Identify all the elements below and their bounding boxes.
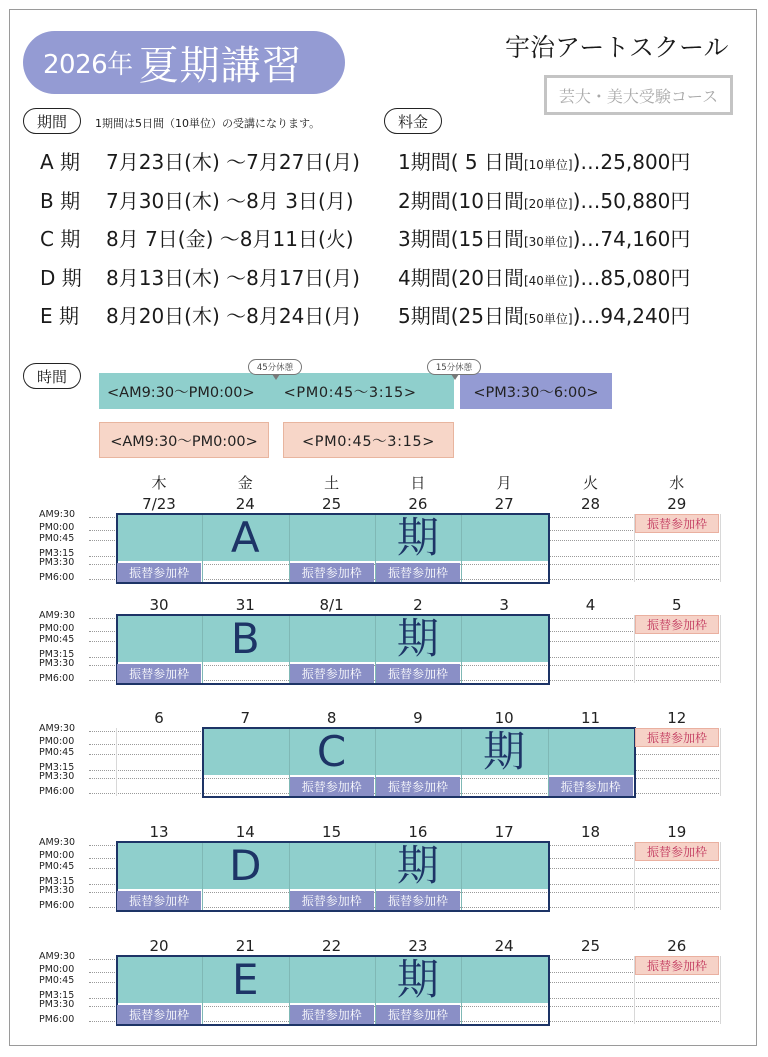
date-number: 13	[149, 823, 169, 841]
weekday-5: 火	[582, 474, 598, 492]
date-number: 22	[322, 937, 342, 955]
time-label: PM0:45	[39, 975, 75, 986]
course-box: 芸大・美大受験コース	[544, 75, 733, 115]
date-number: 12	[667, 709, 687, 727]
date-number: 6	[154, 709, 164, 727]
school-name: 宇治アートスクール	[505, 33, 729, 62]
date-number: 2	[413, 596, 423, 614]
makeup-slot-pink: 振替参加枠	[635, 842, 719, 861]
term-row	[40, 148, 360, 176]
time-label: PM6:00	[39, 572, 75, 583]
makeup-slot-pink: 振替参加枠	[635, 514, 719, 533]
time-label: PM6:00	[39, 900, 75, 911]
makeup-slot-blue: 振替参加枠	[117, 664, 201, 683]
time-label: PM3:15	[39, 990, 75, 1001]
time-label: PM3:15	[39, 548, 75, 559]
time-label: PM6:00	[39, 1014, 75, 1025]
weekday-4: 月	[496, 474, 512, 492]
date-number: 26	[667, 937, 687, 955]
makeup-slot-blue: 振替参加枠	[290, 664, 374, 683]
makeup-slot-afternoon: <PM0:45～3:15>	[283, 422, 454, 458]
fee-price: )…74,160円	[572, 227, 691, 251]
date-number: 28	[580, 495, 601, 513]
date-number: 26	[408, 495, 428, 513]
term-dates: 7月30日(木) ～8月 3日(月)	[106, 189, 354, 213]
makeup-slot-blue: 振替参加枠	[376, 891, 460, 910]
fee-row	[398, 187, 690, 215]
makeup-slot-blue: 振替参加枠	[117, 891, 201, 910]
period-kanji: 期	[396, 955, 439, 1004]
fee-units: [40単位]	[523, 274, 573, 288]
time-label: AM9:30	[39, 837, 76, 848]
term-row	[40, 225, 354, 253]
time-label: PM6:00	[39, 673, 75, 684]
fee-price: )…50,880円	[572, 189, 691, 213]
day-grid-line	[116, 728, 117, 796]
term-dates: 7月23日(木) ～7月27日(月)	[106, 150, 360, 174]
makeup-slot-blue: 振替参加枠	[376, 777, 460, 796]
time-label: PM0:45	[39, 634, 75, 645]
time-label: PM3:30	[39, 999, 75, 1010]
term-name: D 期	[40, 266, 82, 290]
time-label: PM3:30	[39, 557, 75, 568]
time-label: AM9:30	[39, 610, 76, 621]
time-label: PM3:15	[39, 762, 75, 773]
time-label: PM3:30	[39, 885, 75, 896]
period-letter: D	[229, 841, 262, 890]
break-15-pointer	[451, 374, 459, 380]
time-label: PM6:00	[39, 786, 75, 797]
makeup-slot-blue: 振替参加枠	[290, 777, 374, 796]
break-45-bubble: 45分休憩	[248, 359, 302, 375]
weekday-3: 日	[410, 474, 426, 492]
slot-morning: <AM9:30～PM0:00>	[107, 384, 255, 401]
term-dates: 8月13日(木) ～8月17日(月)	[106, 266, 360, 290]
slot-afternoon: <PM0:45～3:15>	[283, 384, 417, 401]
period-kanji: 期	[396, 513, 439, 562]
time-label: 時間	[23, 363, 81, 389]
makeup-slot-blue: 振替参加枠	[290, 891, 374, 910]
fee-price: )…94,240円	[572, 304, 691, 328]
day-grid-line	[720, 615, 721, 683]
time-label: AM9:30	[39, 509, 76, 520]
period-letter: B	[230, 614, 260, 663]
fee-units: [10単位]	[523, 158, 573, 172]
period-kanji: 期	[396, 841, 439, 890]
makeup-slot-pink: 振替参加枠	[635, 956, 719, 975]
fee-row	[398, 302, 690, 330]
makeup-slot-blue: 振替参加枠	[117, 1005, 201, 1024]
time-label: PM0:45	[39, 533, 75, 544]
date-number: 14	[235, 823, 255, 841]
fee-units: [50単位]	[523, 312, 573, 326]
time-label: PM3:15	[39, 876, 75, 887]
time-label: PM0:00	[39, 850, 75, 861]
day-grid-line	[720, 842, 721, 910]
date-number: 24	[235, 495, 255, 513]
fee-main: 1期間( 5 日間	[398, 150, 524, 174]
time-label: PM0:00	[39, 736, 75, 747]
date-number: 20	[149, 937, 169, 955]
time-label: PM0:00	[39, 964, 75, 975]
break-45-pointer	[272, 374, 280, 380]
date-number: 7/23	[142, 495, 176, 513]
time-label: PM0:45	[39, 861, 75, 872]
day-grid-line	[720, 514, 721, 582]
term-dates: 8月20日(木) ～8月24日(月)	[106, 304, 360, 328]
term-row	[40, 302, 360, 330]
time-label: PM3:15	[39, 649, 75, 660]
makeup-slot-blue: 振替参加枠	[549, 777, 633, 796]
time-label: PM0:00	[39, 623, 75, 634]
weekday-1: 金	[237, 474, 253, 492]
weekday-0: 木	[151, 474, 167, 492]
fee-row	[398, 225, 690, 253]
makeup-slot-morning: <AM9:30～PM0:00>	[99, 422, 269, 458]
fee-price: )…25,800円	[572, 150, 691, 174]
date-number: 19	[667, 823, 687, 841]
weekday-2: 土	[324, 474, 340, 492]
period-kanji: 期	[483, 727, 526, 776]
fee-main: 3期間(15日間	[398, 227, 524, 251]
makeup-slot-blue: 振替参加枠	[376, 664, 460, 683]
title-year: 2026年	[43, 50, 133, 80]
date-number: 18	[580, 823, 601, 841]
date-number: 25	[322, 495, 342, 513]
time-label: AM9:30	[39, 951, 76, 962]
day-grid-line	[720, 728, 721, 796]
period-kanji: 期	[396, 614, 439, 663]
break-15-bubble: 15分休憩	[427, 359, 481, 375]
fee-row	[398, 148, 690, 176]
page-title: 夏期講習	[138, 43, 303, 89]
period-letter: E	[232, 955, 259, 1004]
term-name: C 期	[40, 227, 81, 251]
date-number: 16	[408, 823, 428, 841]
date-number: 4	[585, 596, 596, 614]
date-number: 15	[322, 823, 342, 841]
makeup-slot-blue: 振替参加枠	[376, 1005, 460, 1024]
term-name: B 期	[40, 189, 81, 213]
makeup-slot-blue: 振替参加枠	[290, 1005, 374, 1024]
date-number: 10	[494, 709, 514, 727]
fee-units: [20単位]	[523, 197, 573, 211]
fee-main: 5期間(25日間	[398, 304, 524, 328]
makeup-slot-pink: 振替参加枠	[635, 615, 719, 634]
period-letter: A	[230, 513, 260, 562]
date-number: 11	[580, 709, 601, 727]
time-label: PM0:00	[39, 522, 75, 533]
date-number: 17	[494, 823, 514, 841]
term-name: A 期	[40, 150, 81, 174]
slot-evening: <PM3:30～6:00>	[460, 373, 612, 409]
period-note: 1期間は5日間（10単位）の受講になります。	[95, 117, 321, 130]
date-number: 8	[326, 709, 337, 727]
period-label: 期間	[23, 108, 81, 134]
time-label: PM3:30	[39, 771, 75, 782]
time-label: AM9:30	[39, 723, 76, 734]
date-number: 7	[240, 709, 251, 727]
period-letter: C	[316, 727, 347, 776]
fee-price: )…85,080円	[572, 266, 691, 290]
fee-main: 2期間(10日間	[398, 189, 524, 213]
date-number: 25	[580, 937, 601, 955]
term-row	[40, 264, 360, 292]
title-badge	[23, 31, 345, 94]
makeup-slot-blue: 振替参加枠	[290, 563, 374, 582]
time-label: PM3:30	[39, 658, 75, 669]
date-number: 27	[494, 495, 514, 513]
fee-main: 4期間(20日間	[398, 266, 524, 290]
date-number: 5	[672, 596, 682, 614]
term-row	[40, 187, 354, 215]
date-number: 29	[667, 495, 687, 513]
makeup-slot-blue: 振替参加枠	[376, 563, 460, 582]
fee-row	[398, 264, 690, 292]
date-number: 31	[235, 596, 255, 614]
term-name: E 期	[40, 304, 79, 328]
date-number: 3	[499, 596, 509, 614]
fee-label: 料金	[384, 108, 442, 134]
time-label: PM0:45	[39, 747, 75, 758]
day-grid-line	[720, 956, 721, 1024]
date-number: 24	[494, 937, 514, 955]
weekday-6: 水	[669, 474, 685, 492]
makeup-slot-pink: 振替参加枠	[635, 728, 719, 747]
fee-units: [30単位]	[523, 235, 573, 249]
date-number: 8/1	[319, 596, 344, 614]
date-number: 30	[149, 596, 169, 614]
date-number: 9	[413, 709, 423, 727]
term-dates: 8月 7日(金) ～8月11日(火)	[106, 227, 354, 251]
date-number: 23	[408, 937, 428, 955]
date-number: 21	[235, 937, 255, 955]
makeup-slot-blue: 振替参加枠	[117, 563, 201, 582]
